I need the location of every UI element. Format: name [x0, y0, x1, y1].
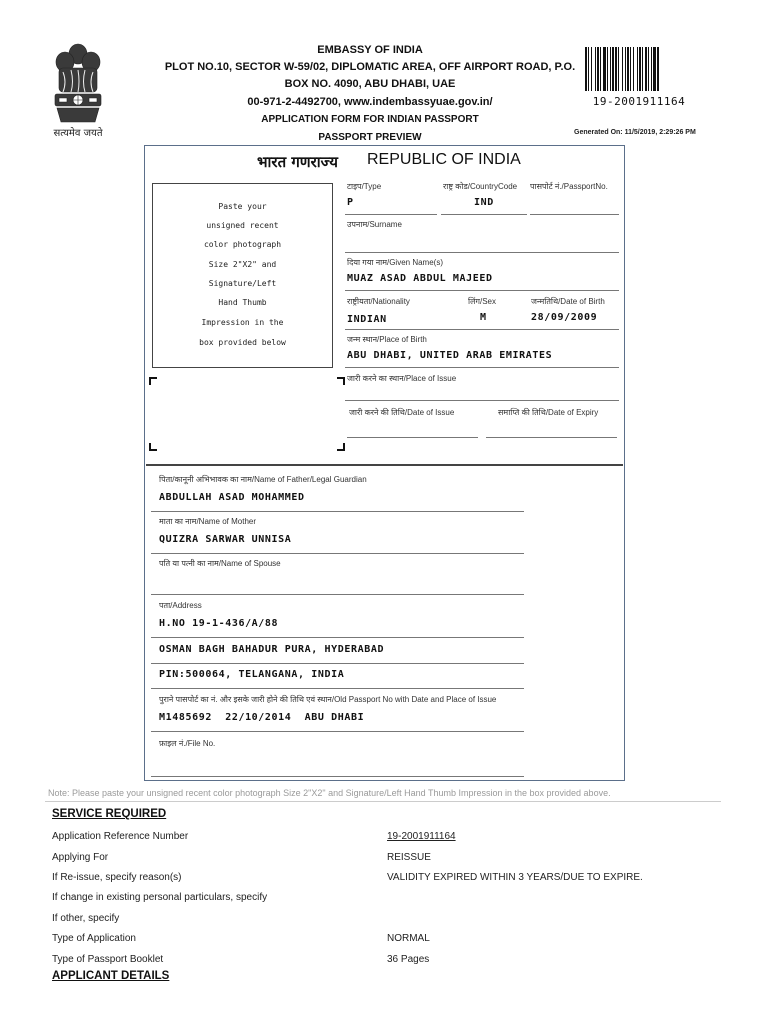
passport-no-label: पासपोर्ट नं./PassportNo. — [530, 182, 608, 191]
address-underline — [151, 637, 524, 638]
embassy-address-line2: BOX NO. 4090, ABU DHABI, UAE — [284, 78, 456, 90]
place-of-issue-underline — [345, 400, 619, 401]
date-of-expiry-underline — [486, 437, 617, 438]
address-label: पता/Address — [159, 601, 202, 610]
signature-box-corner — [149, 377, 157, 385]
section-divider — [146, 464, 623, 466]
mother-value: QUIZRA SARWAR UNNISA — [159, 534, 292, 545]
address-line2: OSMAN BAGH BAHADUR PURA, HYDERABAD — [159, 644, 385, 655]
national-emblem-icon — [45, 40, 111, 140]
pob-label: जन्म स्थान/Place of Birth — [347, 335, 427, 344]
service-row-label: If Re-issue, specify reason(s) — [52, 872, 182, 883]
address-line1: H.NO 19-1-436/A/88 — [159, 618, 279, 629]
service-row-label: Applying For — [52, 852, 109, 863]
photo-instruction-line: color photograph — [203, 240, 282, 249]
given-name-underline — [345, 290, 619, 291]
signature-box-corner — [337, 443, 345, 451]
given-name-label: दिया गया नाम/Given Name(s) — [347, 258, 444, 267]
photo-instruction-line: Impression in the — [201, 318, 284, 327]
service-row-value: REISSUE — [387, 852, 431, 863]
father-value: ABDULLAH ASAD MOHAMMED — [159, 492, 305, 503]
type-label: टाइप/Type — [347, 182, 382, 191]
country-code-value: IND — [474, 197, 494, 208]
passport-no-underline — [530, 214, 619, 215]
date-of-issue-label: जारी करने की तिथि/Date of Issue — [349, 408, 455, 417]
nationality-label: राष्ट्रीयता/Nationality — [347, 297, 410, 306]
old-passport-underline — [151, 731, 524, 732]
signature-box-corner — [337, 377, 345, 385]
type-value: P — [347, 197, 354, 208]
form-title: APPLICATION FORM FOR INDIAN PASSPORT — [261, 114, 479, 125]
country-code-label: राष्ट्र कोड/CountryCode — [443, 182, 518, 191]
spouse-underline — [151, 594, 524, 595]
date-of-expiry-label: समाप्ति की तिथि/Date of Expiry — [498, 408, 599, 417]
republic-title-hindi: भारत गणराज्य — [257, 153, 338, 171]
father-underline — [151, 511, 524, 512]
place-of-issue-label: जारी करने का स्थान/Place of Issue — [347, 374, 457, 383]
barcode-number: 19-2001911164 — [592, 95, 686, 108]
spouse-label: पति या पत्नी का नाम/Name of Spouse — [159, 559, 281, 568]
country-code-underline — [441, 214, 527, 215]
service-row-value: 19-2001911164 — [387, 831, 456, 842]
given-name-value: MUAZ ASAD ABDUL MAJEED — [347, 273, 493, 284]
photo-instruction-line: box provided below — [199, 338, 286, 347]
pob-underline — [345, 367, 619, 368]
old-passport-value: M1485692 22/10/2014 ABU DHABI — [159, 712, 365, 723]
date-of-issue-underline — [347, 437, 478, 438]
photo-instruction-line: Size 2"X2" and — [208, 260, 277, 269]
generated-on: Generated On: 11/5/2019, 2:29:26 PM — [574, 129, 696, 136]
photo-instruction-line: Hand Thumb — [218, 298, 267, 307]
address-line3: PIN:500064, TELANGANA, INDIA — [159, 669, 345, 680]
old-passport-label: पुराने पासपोर्ट का नं. और इसके जारी होने की तिथि एवं स्थान/Old Passport No with Date and Place of Issue — [159, 695, 497, 704]
address-underline — [151, 663, 524, 664]
file-no-label: फ़ाइल नं./File No. — [159, 739, 216, 748]
embassy-contact: 00-971-2-4492700, www.indembassyuae.gov.in/ — [247, 96, 493, 108]
dob-value: 28/09/2009 — [531, 312, 598, 323]
service-row-label: Type of Passport Booklet — [52, 954, 164, 965]
address-underline — [151, 688, 524, 689]
photo-instruction-line: unsigned recent — [206, 221, 279, 230]
service-row-value: 36 Pages — [387, 954, 430, 965]
nationality-value: INDIAN — [347, 314, 387, 325]
republic-title-english: REPUBLIC OF INDIA — [367, 151, 521, 168]
service-row-label: Application Reference Number — [52, 831, 189, 842]
nationality-underline — [345, 329, 619, 330]
surname-underline — [345, 252, 619, 253]
service-row-label: If other, specify — [52, 913, 120, 924]
mother-label: माता का नाम/Name of Mother — [159, 517, 257, 526]
photo-note: Note: Please paste your unsigned recent color photograph Size 2"X2" and Signature/Left Hand Thumb Impression in the box provided above. — [48, 788, 611, 798]
embassy-name: EMBASSY OF INDIA — [317, 44, 423, 56]
surname-label: उपनाम/Surname — [347, 220, 402, 229]
type-underline — [345, 214, 437, 215]
file-no-underline — [151, 776, 524, 777]
service-row-label: If change in existing personal particulars, specify — [52, 892, 268, 903]
photo-instruction-line: Paste your — [218, 202, 267, 211]
service-row-value: NORMAL — [387, 933, 430, 944]
embassy-address-line1: PLOT NO.10, SECTOR W-59/02, DIPLOMATIC AREA, OFF AIRPORT ROAD, P.O. — [164, 61, 576, 73]
svg-text:सत्यमेव जयते: सत्यमेव जयते — [53, 128, 103, 139]
service-row-value: VALIDITY EXPIRED WITHIN 3 YEARS/DUE TO EXPIRE. — [387, 872, 643, 883]
service-required-title: SERVICE REQUIRED — [52, 808, 167, 820]
pob-value: ABU DHABI, UNITED ARAB EMIRATES — [347, 350, 553, 361]
service-row-label: Type of Application — [52, 933, 136, 944]
sex-value: M — [480, 312, 487, 323]
father-label: पिता/कानूनी अभिभावक का नाम/Name of Father/Legal Guardian — [159, 475, 367, 484]
dob-label: जन्मतिथि/Date of Birth — [531, 297, 605, 306]
applicant-details-title: APPLICANT DETAILS — [52, 970, 170, 982]
mother-underline — [151, 553, 524, 554]
photo-instruction-line: Signature/Left — [208, 279, 277, 288]
sex-label: लिंग/Sex — [468, 297, 497, 306]
note-divider — [45, 801, 721, 802]
preview-title: PASSPORT PREVIEW — [318, 132, 422, 143]
signature-box-corner — [149, 443, 157, 451]
barcode-icon — [584, 47, 692, 91]
